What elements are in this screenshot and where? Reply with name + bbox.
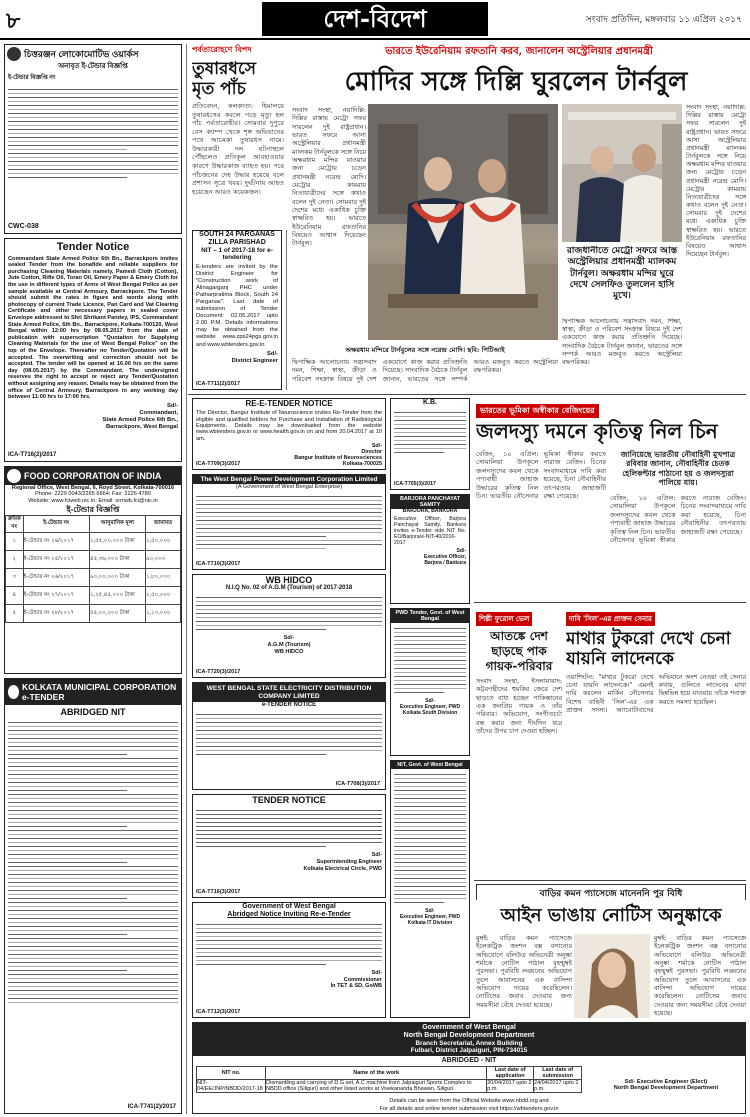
- fci-th: জামানত: [146, 516, 181, 533]
- himalaya-body: প্রতিবেদন, কলকাতা: হিমালয়ে তুষারধসের কবলে পড়ে মৃত্যু হল পাঁচ পর্বতারোহীর। সোমবার দুপুরে বেস ক্যাম্প থেকে শৃঙ্গ অভিযানের পথে আচমকা তুষারধস নামে। উদ্ধারকারী দল ঘটনাস্থলে পৌঁছলেও প্রতিকূল আবহাওয়ার কারণে উদ্ধারকাজ ব্যাহত হয়। পরে পাঁচজনের দেহ উদ্ধার হয়েছে বলে প্রশাসন সূত্রে খবর। দুর্ঘটনায় আহত হয়েছেন আরও কয়েকজন।: [192, 102, 284, 196]
- fci-tender-ad: [4, 466, 182, 674]
- labour-subtitle: Abridged Notice Inviting Re-e-Tender: [227, 911, 351, 919]
- table-cell: Dismantling and carrying of D.G set, A.C machine from Jalpaiguri Sports Complex to NBDD office (Siliguri) and other listed works at Vivekananda Bhawan, Siliguri.: [266, 1079, 487, 1092]
- column-rule: [286, 230, 287, 390]
- table-cell: 24/04/2017 upto 2 p.m.: [534, 1079, 582, 1092]
- fci-table: [5, 515, 181, 623]
- clw-logo-icon: [7, 47, 21, 61]
- bin-tender-ad: [192, 398, 386, 470]
- nbdd-footer-1: Details can be seen from the Official Website www.nbdd.org and: [389, 1098, 549, 1104]
- lead-caption-wrap: [292, 344, 558, 356]
- table-cell: ১,৫৫,০০,০০০ টাকা: [90, 533, 146, 551]
- pak-body: সংবাদ সংস্থা, ইসলামাবাদ: কট্টরপন্থীদের হুমকির জেরে দেশ ছাড়তে বাধ্য হচ্ছেন পাকিস্তানের এক জনপ্রিয় গায়ক ও তাঁর পরিবার। অভিযোগ, সংগীতচর্চা বন্ধ করার জন্য দীর্ঘদিন ধরে তাঁদের উপর চাপ দেওয়া হচ্ছিল।: [476, 677, 562, 735]
- nit-wb-title: NIT, Govt. of West Bengal: [397, 762, 463, 768]
- dateline: সংবাদ প্রতিদিন, মঙ্গলবার ১১ এপ্রিল ২০১৭: [585, 15, 742, 25]
- clw-body-lines: [5, 84, 181, 183]
- lead-body-left: [292, 106, 366, 342]
- fci-subtitle: Regional Office, West Bengal, 6, Royd Street, Kolkata-700016: [11, 485, 175, 491]
- pak-headline: আতঙ্কে দেশ ছাড়ছে পাক গায়ক-পরিবার: [485, 629, 553, 673]
- south24-ref: ICA-T711(2)/2017: [196, 381, 241, 387]
- labour-body-lines: [193, 919, 385, 970]
- pwd1-tender-ad: [390, 608, 470, 756]
- nbdd-abridged: ABRIDGED - NIT: [441, 1056, 497, 1064]
- south24-tender-ad: [192, 230, 282, 390]
- bin-signature: Sd/- Director Bangur Institute of Neurosciences Kolkata-700025: [294, 443, 382, 468]
- anushka-kicker: বাড়ির কমন প্যাসেজে মানেননি পুর বিধি: [476, 884, 746, 900]
- pwd1-signature: Sd/- Executive Engineer, PWD Kolkata South Division: [399, 698, 461, 717]
- bin-title: RE-E-TENDER NOTICE: [245, 399, 333, 408]
- china-body-wrap: [476, 450, 606, 598]
- wbhidco-ref: ICA-T720(3)/2017: [196, 669, 241, 675]
- table-cell: ৫: [6, 605, 24, 623]
- pwd1-header: [391, 609, 469, 623]
- table-cell: 20/04/2017 upto 2 p.m.: [487, 1079, 532, 1092]
- table-row: [6, 551, 181, 569]
- fci-th: ক্রমিক নং: [6, 516, 24, 533]
- lead-pull: রাজধানীতে মেট্রো সফরে আস্ত অস্ট্রেলিয়ার প্রধানমন্ত্রী ম্যালকম টার্নবুল। অক্ষরধাম মন্দির ঘুরে দেখে সেলফিও তুললেন হাসি মুখে।: [566, 246, 678, 301]
- table-cell: ই-টেন্ডার নং ২৭/২০১৭: [23, 587, 90, 605]
- fci-website: Website: www.fciweb.nic.in; Email: srmwb.fci@nic.in: [28, 497, 158, 504]
- wbsedcl-title: WEST BENGAL STATE ELECTRICITY DISTRIBUTION COMPANY LIMITED: [206, 685, 372, 700]
- wbpdcl-ref: ICA-T710(3)/2017: [196, 561, 241, 567]
- section-title: দেশ-বিদেশ: [262, 2, 488, 36]
- lead-body-mid: [562, 318, 682, 390]
- table-cell: ২,৫০,০০০: [146, 587, 181, 605]
- table-cell: ই-টেন্ডার নং ২৪/২০১৭: [23, 533, 90, 551]
- table-row: [6, 605, 181, 623]
- tender-ra-signature: Sd/- Superintending Engineer Kolkata Electrical Circle, PWD: [303, 852, 382, 872]
- tender-ra-ref: ICA-T716(3)/2017: [196, 889, 241, 895]
- kmc-logo-icon: [8, 685, 19, 699]
- table-header-cell: Last date of submission: [534, 1066, 582, 1079]
- table-cell: ১,১০,০০০: [146, 605, 181, 623]
- portrait-photo-graphic: [574, 934, 650, 1018]
- table-row: [6, 587, 181, 605]
- kmc-title: KOLKATA MUNICIPAL CORPORATION e-TENDER: [21, 682, 177, 702]
- clw-footer: CWC-038: [8, 223, 39, 230]
- nbdd-subtitle-3: Fulbari, District Jalpaiguri, PIN-734015: [410, 1047, 528, 1055]
- china-body-right-text: বেজিং, ১০ এপ্রিল: সোমালিয়া উপকূলে জলদস্যুদের কবল থেকে পণ্যবাহী জাহাজ উদ্ধারের কৃতিত্ব নিল চিন। ভারতীয় নৌসেনার ভূমিকা স্বীকার করতে নারাজ বেজিং। চিনের সংবাদমাধ্যমে দাবি করা হয়েছে, চিনা নৌবাহিনীর তৎপরতায় জাহাজটি রক্ষা পেয়েছে।: [610, 494, 746, 545]
- lead-body-right: [686, 104, 746, 390]
- china-kicker-wrap: [476, 398, 746, 418]
- fci-th: আনুমানিক মূল্য: [90, 516, 146, 533]
- china-pull: জানিয়েছে ভারতীয় নৌবাহিনী মুখপাত্র রবিবার জানান, নৌবাহিনীর চেতক হেলিকপ্টার পাঠানো হয় ও জলদস্যুরা পালিয়ে যায়।: [620, 450, 736, 488]
- china-pull-wrap: [610, 450, 746, 490]
- kb-ref: ICA-T705(3)/2017: [394, 481, 436, 487]
- china-headline-wrap: [476, 416, 746, 446]
- nbdd-tender-ad: [192, 1022, 746, 1114]
- pak-story: [476, 606, 562, 878]
- laden-headline: মাথার টুকরো দেখে চেনা যায়নি লাদেনকে: [566, 629, 731, 670]
- pwd1-title: PWD Tender, Govt. of West Bengal: [395, 610, 465, 623]
- table-cell: ৩: [6, 569, 24, 587]
- wbhidco-body-lines: [193, 592, 385, 635]
- wbhidco-subtitle: N.I.Q No. 02 of A.G.M (Tourism) of 2017-2018: [225, 585, 353, 592]
- pwd1-body-lines: [391, 623, 469, 698]
- wbsedcl-tender-ad: [192, 682, 386, 790]
- nbdd-subtitle-1: North Bengal Development Department: [403, 1032, 535, 1040]
- horizontal-rule: [474, 880, 746, 881]
- table-row: [197, 1079, 582, 1092]
- anushka-photo: [574, 934, 650, 1018]
- sap-ref: ICA-T716(2)/2017: [8, 452, 57, 458]
- nit-wb-tender-ad: [390, 760, 470, 1018]
- leaders-photo-graphic: [368, 104, 558, 340]
- lead-body-bottom: [292, 358, 558, 390]
- sap-signature: Sd/- Commandant, State Armed Police 6th Bn., Barrackpore, West Bengal: [102, 402, 178, 430]
- anushka-body: মুম্বই: বাড়ির কমন প্যাসেজে ইলেকট্রিক জংশন বক্স বসানোর অভিযোগে বলিউড অভিনেত্রী অনুষ্কা শর্মাকে নোটিস পাঠাল বৃহন্মুম্বই পুরসভা। পুরবিধি লঙ্ঘনের অভিযোগ তুলে আবাসনের এক বাসিন্দা অভিযোগ দায়ের করেছিলেন। নোটিসের জবাব দেওয়ার জন্য সময়সীমা বেঁধে দেওয়া হয়েছে।: [476, 934, 572, 1009]
- wbhidco-signature: Sd/- A.G.M (Tourism) WB HIDCO: [267, 635, 311, 655]
- table-row: [6, 533, 181, 551]
- bin-ref: ICA-T709(3)/2017: [196, 461, 241, 467]
- lead-body-2: দ্বিপাক্ষিক আলোচনায় সন্ত্রাসবাদ দমন, শিক্ষা, স্বাস্থ্য, ক্রীড়া ও পরিবেশ সংক্রান্ত বিষয়ে দুই দেশ একযোগে কাজ করার প্রতিশ্রুতি দিয়েছে। সাংবাদিক বৈঠকে টার্নবুল জানান, ভারতের সঙ্গে সম্পর্ক আরও মজবুত করতে অস্ট্রেলিয়া বদ্ধপরিকর।: [292, 358, 558, 383]
- table-cell: NIT-04/EE/JNP/NBDD/2017-18: [197, 1079, 266, 1092]
- lead-headline: মোদির সঙ্গে দিল্লি ঘুরলেন টার্নবুল: [344, 67, 688, 97]
- barjora-subtitle: BARJORA, BANKURA: [402, 508, 458, 515]
- page-number: ৮: [6, 8, 21, 34]
- table-cell: ই-টেন্ডার নং ২৫/২০১৭: [23, 551, 90, 569]
- china-kicker: ভারতের ভূমিকা অস্বীকার বেজিংয়ের: [476, 404, 599, 418]
- horizontal-rule: [188, 394, 746, 395]
- nbdd-signature: Sd/- Executive Engineer (Elect) North Bengal Development Department: [613, 1079, 719, 1091]
- labour-ref: ICA-T712(3)/2017: [196, 1009, 241, 1015]
- nbdd-footer-2: For all details and online tender submission visit https://wbtenders.gov.in: [379, 1106, 559, 1112]
- table-cell: ৯০,০০০: [146, 551, 181, 569]
- table-cell: ৪: [6, 587, 24, 605]
- south24-signature: Sd/- District Engineer: [231, 350, 278, 364]
- wbpdcl-header: [193, 475, 385, 484]
- lead-kicker: ভারতে ইউরেনিয়াম রফতানি করব, জানালেন অস্ট্রেলিয়ার প্রধানমন্ত্রী: [385, 46, 653, 57]
- himalaya-story: [192, 44, 284, 224]
- kmc-footer: ICA-T741(2)/2017: [127, 1104, 176, 1110]
- kmc-header: [5, 679, 181, 705]
- nbdd-header: [193, 1023, 745, 1056]
- fci-header: [5, 467, 181, 485]
- barjora-header: [391, 495, 469, 509]
- barjora-body: Executive Officer, Barjora Panchayat Samity, Bankura invites e-Tender vide NIT No. EO/Barjora/e-NIT-40/2016-2017: [394, 516, 466, 546]
- column-rule: [186, 44, 187, 1114]
- lead-body-mid-text: দ্বিপাক্ষিক আলোচনায় সন্ত্রাসবাদ দমন, শিক্ষা, স্বাস্থ্য, ক্রীড়া ও পরিবেশ সংক্রান্ত বিষয়ে দুই দেশ একযোগে কাজ করার প্রতিশ্রুতি দিয়েছে। সাংবাদিক বৈঠকে টার্নবুল জানান, ভারতের সঙ্গে সম্পর্ক আরও মজবুত করতে অস্ট্রেলিয়া বদ্ধপরিকর।: [562, 318, 682, 366]
- south24-nit: NIT – 1 of 2017-18 for e-tendering: [201, 247, 273, 262]
- fci-logo-icon: [7, 469, 21, 483]
- china-body-right: [610, 494, 746, 598]
- wbpdcl-tender-ad: [192, 474, 386, 570]
- anushka-headline: আইন ভাঙায় নোটিস অনুষ্কাকে: [500, 905, 722, 926]
- table-cell: ৯০,০০,০০০ টাকা: [90, 569, 146, 587]
- sap-body: Commandant State Armed Police 6th Bn., Barrackpore invites sealed Tender from the bonafide and reliable suppliers for purchasing Cleaning Materials namely, Pamedi Cloth (Cotton), Jute Cotton, Rifle Oil, Toran Oil, Emery Paper & Emery Cloth for the use in different types of Arms of West Bengal Police as per sample available at Central Armoury, Barrackpore. The Tender should submit the rates in figure and words along with photocopy of current Trade Licence, Pan Card and Vat Clearing Certificate and other necessary papers in sealed cover Envelope addressed to Shri Shrikant Pandey, IPS, Commandant State Armed Police, 6th Bn., Barrackpore, Kolkata-700120, West Bengal within 12:00 hrs by 08.05.2017 from the date of publication with superscription "Quotation for Supplying Cleaning Materials for the use of West Bengal Police" on the top of the Envelope. Thereafter no Tender/Quotation will be accepted. The overwriting and correction should not be accepted. The tender will be opened at 16.00 hrs on the same day (08.05.2017) by the Commandant. The undersigned reserves the right to accept or reject any Tender/Quotation without assigning any reason. Details may be obtained from the office of Central Armoury, Barrackpore in any working day between 11:00 hrs to 17:00 hrs.: [8, 255, 178, 401]
- nit-wb-body-lines: [391, 769, 469, 908]
- barjora-signature: Sd/- Executive Officer, Barjora / Bankura: [424, 548, 466, 567]
- wbpdcl-title: The West Bengal Power Development Corporation Limited: [200, 476, 378, 483]
- wbhidco-title: WB HIDCO: [265, 575, 313, 585]
- fci-contact: Phone: 2229 0043/2265 6664; Fax: 2226 4780: [35, 491, 151, 498]
- wbsedcl-ref: ICA-T708(3)/2017: [335, 781, 380, 787]
- clw-title: চিত্তরঞ্জন লোকোমোটিভ ওয়ার্কস: [24, 48, 139, 59]
- wbpdcl-subtitle: (A Government of West Bengal Enterprise): [236, 484, 342, 491]
- table-header-cell: Name of the work: [266, 1066, 487, 1079]
- wbsedcl-subtitle: e-TENDER NOTICE: [261, 702, 317, 709]
- fci-notice: ই-টেন্ডার বিজ্ঞপ্তি: [66, 505, 120, 515]
- nbdd-table: [196, 1066, 582, 1093]
- kb-tender-ad: [390, 398, 470, 490]
- pwd-tender-ad: [192, 794, 386, 898]
- labour-title: Government of West Bengal: [242, 903, 336, 910]
- table-header-cell: Last date of application: [487, 1066, 534, 1079]
- labour-signature: Sd/- Commissioner In TET & SD, GoWB: [330, 970, 382, 990]
- kmc-tender-ad: [4, 678, 182, 1114]
- anushka-body-right: [654, 934, 746, 1018]
- anushka-kicker-wrap: [476, 884, 746, 900]
- masthead: [0, 0, 750, 40]
- nbdd-title: Government of West Bengal: [422, 1024, 516, 1031]
- clw-ref: ই-টেন্ডার বিজ্ঞপ্তি নং: [8, 75, 56, 82]
- clw-subtitle: অনাবৃত ই-টেন্ডার বিজ্ঞপ্তি: [58, 63, 128, 70]
- horizontal-rule: [474, 602, 746, 603]
- nit-wb-signature: Sd/- Executive Engineer, PWD Kolkata IT Division: [399, 908, 461, 927]
- barjora-tender-ad: [390, 494, 470, 604]
- china-headline: জলদস্যু দমনে কৃতিত্ব নিল চিন: [476, 419, 718, 443]
- table-cell: ১: [6, 533, 24, 551]
- table-cell: ই-টেন্ডার নং ২৮/২০১৭: [23, 605, 90, 623]
- barjora-title: BARJORA PANCHAYAT SAMITY: [399, 496, 460, 509]
- anushka-body-right-text: মুম্বই: বাড়ির কমন প্যাসেজে ইলেকট্রিক জংশন বক্স বসানোর অভিযোগে বলিউড অভিনেত্রী অনুষ্কা শর্মাকে নোটিস পাঠাল বৃহন্মুম্বই পুরসভা। পুরবিধি লঙ্ঘনের অভিযোগ তুলে আবাসনের এক বাসিন্দা অভিযোগ দায়ের করেছিলেন। নোটিসের জবাব দেওয়ার জন্য সময়সীমা বেঁধে দেওয়া হয়েছে।: [654, 934, 746, 1017]
- tender-ra-body-lines: [193, 805, 385, 852]
- wbpdcl-body-lines: [193, 491, 385, 554]
- table-row: [6, 569, 181, 587]
- wbsedcl-header: [193, 683, 385, 702]
- kmc-subtitle: ABRIDGED NIT: [60, 707, 126, 717]
- wbhidco-tender-ad: [192, 574, 386, 678]
- table-header-cell: NIT no.: [197, 1066, 266, 1079]
- south24-body: E-tenders are invited by the District Engineer for "Construction work of Alinagarganj PHC under Patharpratima Block, South 24 Parganas". Last date of submission of Tender Document: 02.05.2017 upto 2.00 P.M. Details informations may be obtained from the website www.zps24pgs.gov.in and www.wbtenders.gov.in: [196, 263, 278, 348]
- lead-pull-wrap: [562, 246, 682, 316]
- metro-photo: [562, 104, 682, 242]
- fci-th: ই-টেন্ডার নং: [23, 516, 90, 533]
- laden-story: [566, 606, 746, 878]
- table-cell: ১,৫০,০০০: [146, 533, 181, 551]
- lead-headline-wrap: [286, 62, 746, 102]
- table-cell: ৫৫,০০,০০০ টাকা: [90, 605, 146, 623]
- table-cell: ২: [6, 551, 24, 569]
- china-body: বেজিং, ১০ এপ্রিল: সোমালিয়া উপকূলে জলদস্যুদের কবল থেকে পণ্যবাহী জাহাজ উদ্ধারের কৃতিত্ব নিল চিন। ভারতীয় নৌসেনার ভূমিকা স্বীকার করতে নারাজ বেজিং। চিনের সংবাদমাধ্যমে দাবি করা হয়েছে, চিনা নৌবাহিনীর তৎপরতায় জাহাজটি রক্ষা পেয়েছে।: [476, 450, 606, 501]
- sap-tender-ad: [4, 238, 182, 462]
- bin-body: The Director, Bangur Institute of Neuroscience invites Re-Tender from the eligible and qualified bidders for Purchase and Installation of Radiological Equipments. Details may be downloaded from the website www.wbtenders.gov.in or www.health.gov.in on and from 20.04.2017 at 10 am.: [196, 410, 382, 442]
- lead-caption: অক্ষরধাম মন্দিরে টার্নবুলের সঙ্গে নরেন্দ্র মোদি। ছবি: পিটিআই: [345, 346, 505, 354]
- table-cell: ১,৮০,০০০: [146, 569, 181, 587]
- kb-title: K.B.: [423, 399, 437, 406]
- sap-title: Tender Notice: [56, 241, 130, 253]
- fci-title: FOOD CORPORATION OF INDIA: [24, 471, 162, 481]
- himalaya-headline: তুষারধসে মৃত পাঁচ: [192, 59, 256, 99]
- kmc-body-lines: [5, 717, 181, 1008]
- nit-wb-header: [391, 761, 469, 769]
- anushka-body-left: [476, 934, 572, 1018]
- tender-ra-title: TENDER NOTICE: [252, 795, 326, 805]
- pak-kicker: শিল্পী ফুরোল ভেল: [476, 612, 532, 626]
- table-cell: ৪৫,৩৬,০০০ টাকা: [90, 551, 146, 569]
- south24-title: SOUTH 24 PARGANAS ZILLA PARISHAD: [199, 231, 275, 247]
- clw-tender-ad: [4, 44, 182, 234]
- table-cell: ই-টেন্ডার নং ২৬/২০১৭: [23, 569, 90, 587]
- lead-body-right-text: সংবাদ সংস্থা, নয়াদিল্লি: দিল্লির রাস্তায় মেট্রো সফর সারলেন দুই রাষ্ট্রপ্রধান। ভারত সফরে আসা অস্ট্রেলিয়ার প্রধানমন্ত্রী ম্যালকম টার্নবুলকে সঙ্গে নিয়ে অক্ষরধাম মন্দির যাওয়ার জন্য মেট্রোয় চড়েন প্রধানমন্ত্রী নরেন্দ্র মোদি। মেট্রোর কামরায় নিত্যযাত্রীদের সঙ্গে কথাও বলেন দুই নেতা। সোমবার দুই দেশের মধ্যে একাধিক চুক্তি স্বাক্ষরিত হয়। ভারতে ইউরেনিয়াম রফতানির বিষয়েও আশ্বাস দিয়েছেন টার্নবুল।: [686, 104, 746, 259]
- himalaya-kicker: পর্বতারোহণে বিপদ: [192, 44, 252, 54]
- anushka-headline-wrap: [476, 902, 746, 930]
- wbsedcl-body-lines: [193, 709, 385, 760]
- lead-body-1: সংবাদ সংস্থা, নয়াদিল্লি: দিল্লির রাস্তায় মেট্রো সফর সারলেন দুই রাষ্ট্রপ্রধান। ভারত সফরে আসা অস্ট্রেলিয়ার প্রধানমন্ত্রী ম্যালকম টার্নবুলকে সঙ্গে নিয়ে অক্ষরধাম মন্দির যাওয়ার জন্য মেট্রোয় চড়েন প্রধানমন্ত্রী নরেন্দ্র মোদি। মেট্রোর কামরায় নিত্যযাত্রীদের সঙ্গে কথাও বলেন দুই নেতা। সোমবার দুই দেশের মধ্যে একাধিক চুক্তি স্বাক্ষরিত হয়। ভারতে ইউরেনিয়াম রফতানির বিষয়েও আশ্বাস দিয়েছেন টার্নবুল।: [292, 106, 366, 248]
- labour-tender-ad: [192, 902, 386, 1018]
- nbdd-subtitle-2: Branch Secretariat, Annex Building: [415, 1040, 523, 1048]
- table-cell: ১,২৫,৪৫,০০০ টাকা: [90, 587, 146, 605]
- table-row: [197, 1066, 582, 1079]
- lead-photo: [368, 104, 558, 340]
- metro-photo-graphic: [562, 104, 682, 242]
- kb-body-lines: [391, 407, 469, 458]
- laden-kicker: দাবি 'সিল'-এর প্রাক্তন সেনার: [566, 612, 655, 626]
- laden-body: ওয়াশিংটন: "মাথার টুকরো দেখে চেনা যায়নি লাদেনকে।" এমনই দাবি করলেন মার্কিন নৌসেনার বিশেষ বাহিনী 'সিল'-এর এক প্রাক্তন সদস্য। অ্যাবোটাবাদের অভিযানে অংশ নেওয়া ওই সেনার কথায়, গুলিতে লাদেনের মাথা ছিন্নভিন্ন হয়ে যাওয়ায় তাঁকে শনাক্ত করতে সমস্যা হয়েছিল।: [566, 672, 746, 715]
